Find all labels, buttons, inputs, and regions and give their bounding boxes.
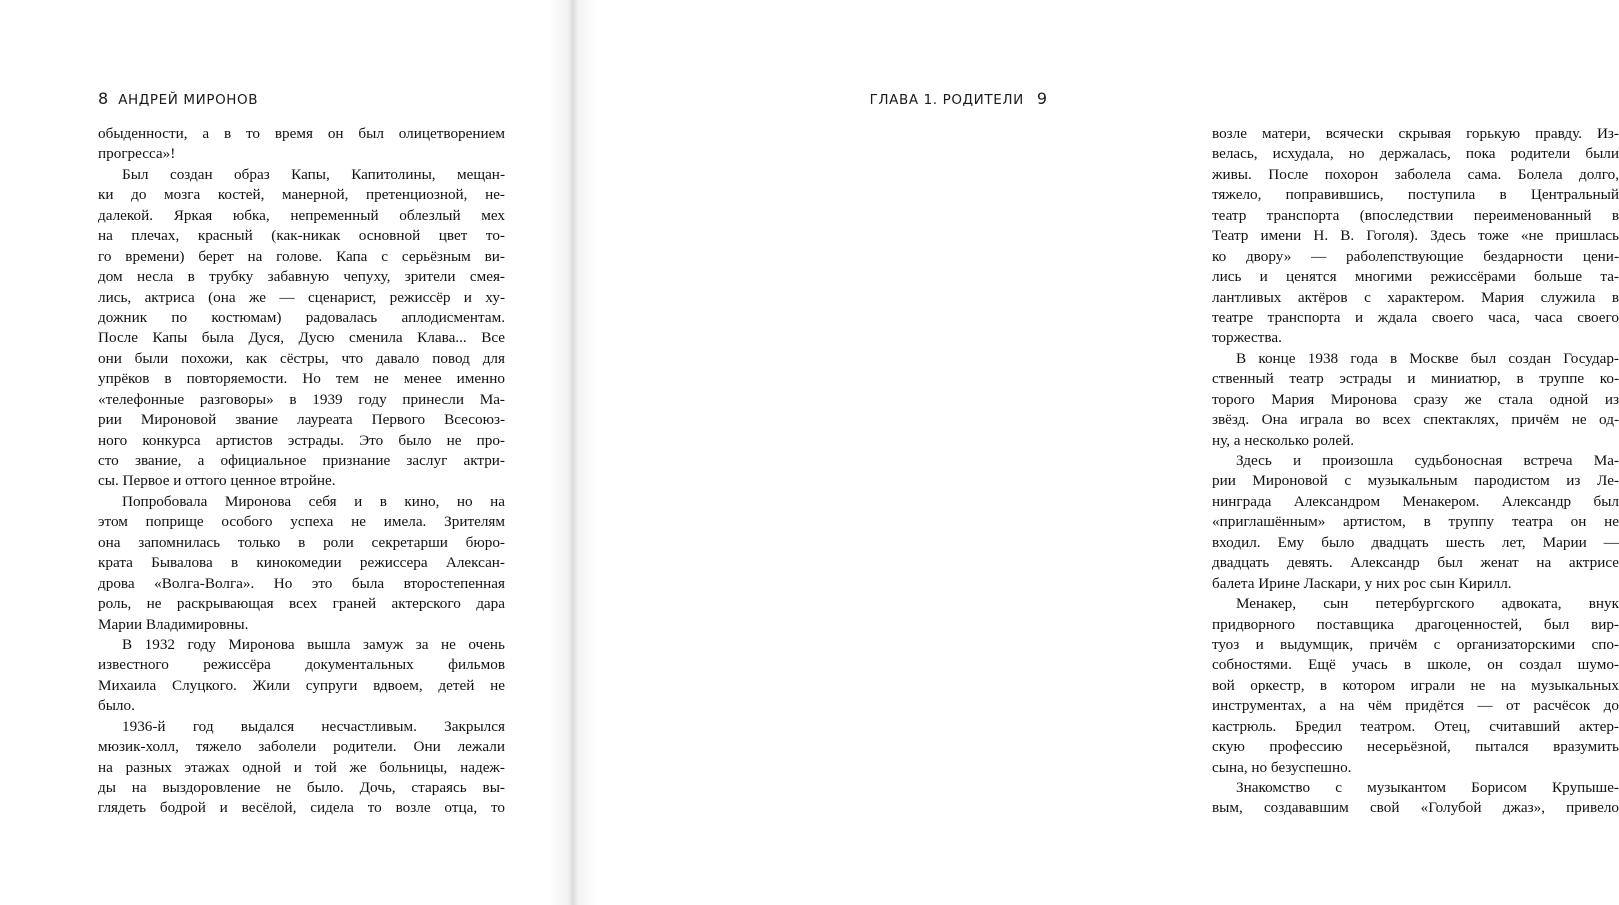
text-line: Здесь и произошла судьбоносная встреча Ма- (1236, 452, 1619, 469)
text-line: прогресса»! (98, 145, 176, 163)
text-line: Попробовала Миронова себя и в кино, но на (122, 492, 505, 510)
text-line: го времени) берет на голове. Капа с серьёзным ви- (98, 247, 505, 265)
text-line: В 1932 году Миронова вышла замуж за не очень (122, 635, 505, 653)
text-line: театре транспорта и ждала своего часа, часа своего (1212, 308, 1619, 326)
text-line: ды на выздоровление не было. Дочь, стараясь вы- (98, 779, 505, 796)
text-line: Менакер, сын петербургского адвоката, внук (1236, 595, 1619, 613)
text-line: ственный театр эстрады и миниатюр, в труппе ко- (1212, 370, 1619, 388)
text-line: возле матери, всячески скрывая горькую правду. Из- (1212, 125, 1619, 142)
text-line: обыденности, а в то время он был олицетворением (98, 125, 505, 142)
text-line: на разных этажах одной и той же больницы, надеж- (98, 758, 505, 776)
right-page-number: 9 (1036, 89, 1047, 108)
text-line: Театр имени Н. В. Гоголя). Здесь тоже «не пришлась (1212, 227, 1619, 245)
left-page-number: 8 (98, 89, 109, 108)
left-page-header (98, 89, 258, 111)
text-line: Марии Владимировны. (98, 615, 249, 633)
text-line: звёзд. Она играла во всех спектаклях, причём не од- (1212, 411, 1619, 429)
text-line: далекой. Яркая юбка, непременный облезлый мех (98, 206, 505, 224)
text-line: крата Бывалова в кинокомедии режиссера Алексан- (98, 554, 505, 572)
text-line: сто звание, а официальное признание заслуг актри- (98, 452, 505, 469)
text-line: рии Мироновой с музыкальным пародистом из Ле- (1212, 472, 1619, 490)
text-line: В конце 1938 года в Москве был создан Государ- (1236, 349, 1619, 367)
text-line: 1936-й год выдался несчастливым. Закрылся (122, 717, 505, 735)
left-page-body (98, 124, 505, 819)
text-line: рии Мироновой звание лауреата Первого Всесоюз- (98, 411, 505, 429)
text-line: входил. Ему было двадцать шесть лет, Марии — (1212, 533, 1619, 551)
text-line: ко двору» — раболепствующие бездарности цени- (1212, 247, 1619, 265)
text-line: дом несла в трубку забавную чепуху, зрители смея- (98, 268, 505, 286)
text-line: лись и ценятся многими режиссёрами больше та- (1212, 268, 1619, 286)
right-page (572, 0, 1619, 905)
text-line: лантливых актёров с характером. Мария служила в (1212, 288, 1619, 306)
text-line: Был создан образ Капы, Капитолины, мещан- (122, 165, 505, 183)
text-line: на плечах, красный (как-никак основной цвет то- (98, 227, 505, 245)
text-line: скую профессию несерьёзной, пытался вразумить (1212, 738, 1619, 756)
text-line: глядеть бодрой и весёлой, сидела то возле отца, то (98, 799, 505, 817)
text-line: торжества. (1212, 329, 1282, 347)
text-line: дрова «Волга-Волга». Но это была второстепенная (98, 574, 505, 592)
text-line: ного конкурса артистов эстрады. Это было не про- (98, 431, 505, 449)
left-page (0, 0, 572, 905)
text-line: кастрюль. Бредил театром. Отец, считавший актер- (1212, 717, 1619, 735)
text-line: придворного поставщика драгоценностей, был вир- (1212, 615, 1619, 633)
text-line: сына, но безуспешно. (1212, 758, 1352, 776)
text-line: дожник по костюмам) радовалась аплодисментам. (98, 308, 505, 326)
text-line: упрёков в повторяемости. Но тем не менее именно (98, 370, 505, 388)
text-line: двадцать девять. Александр был женат на актрисе (1212, 554, 1619, 572)
text-line: мюзик-холл, тяжело заболели родители. Они лежали (98, 738, 505, 756)
text-line: велась, исхудала, но держалась, пока родители были (1212, 145, 1619, 163)
text-line: сы. Первое и оттого ценное втройне. (98, 472, 336, 490)
text-line: роль, не раскрывающая всех граней актерского дара (98, 595, 505, 613)
text-line: После Капы была Дуся, Дусю сменила Клава... Все (98, 329, 505, 347)
text-line: Михаила Слуцкого. Жили супруги вдвоем, детей не (98, 676, 505, 694)
text-line: театр транспорта (впоследствии переименованный в (1212, 206, 1619, 224)
text-line: ки до мозга костей, манерной, претенциозной, не- (98, 186, 505, 204)
text-line: инструментах, а на чём придётся — от расчёсок до (1212, 697, 1619, 715)
book-gutter-shadow (548, 0, 598, 905)
text-line: торого Мария Миронова сразу же стала одной из (1212, 390, 1619, 408)
text-line: этом поприще особого успеха не имела. Зрителям (98, 513, 505, 531)
text-line: Знакомство с музыкантом Борисом Крупыше- (1236, 779, 1619, 796)
text-line: «приглашённым» артистом, в труппу театра он не (1212, 513, 1619, 531)
text-line: лись, актриса (она же — сценарист, режиссёр и ху- (98, 288, 505, 306)
text-line: известного режиссёра документальных фильмов (98, 656, 505, 674)
text-line: вым, создававшим свой «Голубой джаз», привело (1212, 799, 1619, 817)
left-running-title: АНДРЕЙ МИРОНОВ (118, 92, 259, 108)
right-page-body (1212, 124, 1619, 819)
right-page-header (870, 89, 1047, 111)
text-line: вой оркестр, в котором играли не на музыкальных (1212, 676, 1619, 694)
text-line: они были похожи, как сёстры, что давало повод для (98, 349, 505, 367)
right-running-title: ГЛАВА 1. РОДИТЕЛИ (869, 92, 1024, 108)
text-line: она запомнилась только в роли секретарши бюро- (98, 533, 505, 551)
text-line: собностями. Ещё учась в школе, он создал шумо- (1212, 656, 1619, 674)
text-line: тяжело, поправившись, поступила в Центральный (1212, 186, 1619, 204)
text-line: туоз и выдумщик, причём с организаторскими спо- (1212, 635, 1619, 653)
text-line: ну, а несколько ролей. (1212, 431, 1355, 449)
text-line: балета Ирине Ласкари, у них рос сын Кирилл. (1212, 574, 1512, 592)
text-line: было. (98, 697, 135, 715)
text-line: «телефонные разговоры» в 1939 году принесли Ма- (98, 390, 505, 408)
text-line: нинграда Александром Менакером. Александр был (1212, 492, 1619, 510)
text-line: живы. После похорон заболела сама. Болела долго, (1212, 165, 1619, 183)
